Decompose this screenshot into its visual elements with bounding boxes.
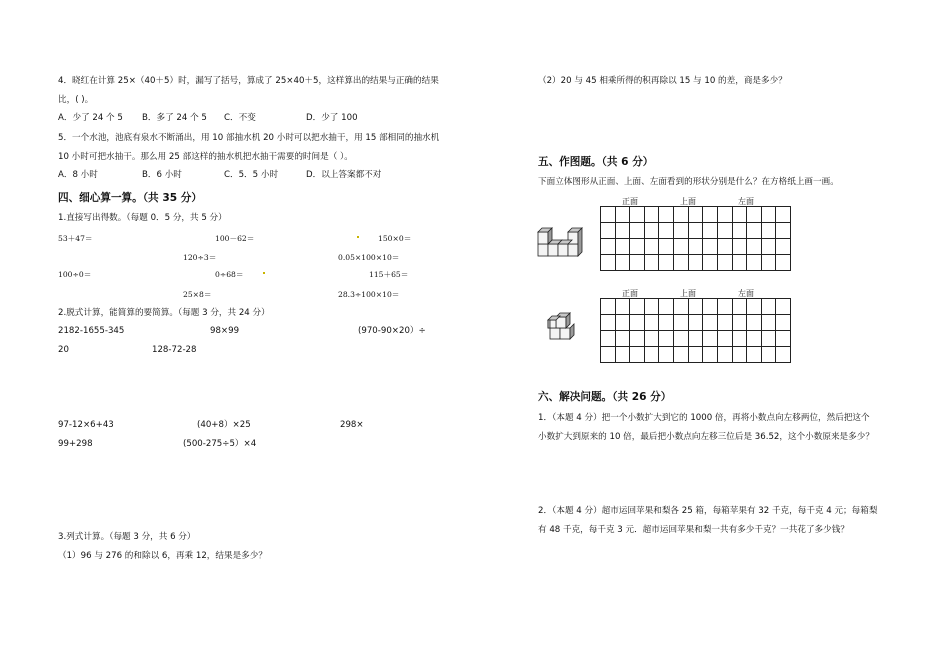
grid-cell[interactable] — [659, 239, 674, 255]
grid-cell[interactable] — [733, 223, 748, 239]
calc-title: 2.脱式计算，能简算的要简算。（每题 3 分，共 24 分） — [58, 308, 270, 318]
calc-item: 97-12×6+43 — [58, 420, 114, 430]
grid-cell[interactable] — [645, 315, 660, 331]
label-left-view: 左面 — [738, 289, 754, 298]
grid-cell[interactable] — [762, 299, 777, 315]
word-calc-q1: （1）96 与 276 的和除以 6，再乘 12，结果是多少？ — [58, 551, 267, 561]
problem2-line2: 有 48 千克，每千克 3 元．超市运回苹果和梨一共有多少千克？一共花了多少钱？ — [538, 525, 849, 535]
grid-cell[interactable] — [601, 331, 616, 347]
q4-option-c: C．不变 — [224, 113, 256, 123]
grid-cell[interactable] — [645, 331, 660, 347]
grid-cell[interactable] — [659, 207, 674, 223]
grid-cell[interactable] — [630, 223, 645, 239]
grid-cell[interactable] — [659, 223, 674, 239]
grid-cell[interactable] — [674, 207, 689, 223]
grid-cell[interactable] — [630, 347, 645, 363]
mental-item: 25×8＝ — [183, 290, 212, 299]
grid-cell[interactable] — [762, 331, 777, 347]
grid-cell[interactable] — [733, 207, 748, 223]
grid-cell[interactable] — [630, 239, 645, 255]
mental-item: 100－62＝ — [215, 234, 255, 243]
grid-cell[interactable] — [718, 239, 733, 255]
section4-title: 四、细心算一算。（共 35 分） — [58, 192, 202, 204]
grid-cell[interactable] — [674, 223, 689, 239]
grid-cell[interactable] — [762, 255, 777, 271]
grid-cell[interactable] — [733, 239, 748, 255]
grid-cell[interactable] — [776, 255, 791, 271]
grid-cell[interactable] — [762, 207, 777, 223]
grid-cell[interactable] — [703, 331, 718, 347]
grid-cell[interactable] — [747, 315, 762, 331]
grid-cell[interactable] — [703, 223, 718, 239]
grid-cell[interactable] — [689, 255, 704, 271]
calc-item: 298× — [340, 420, 364, 430]
q5-option-d: D．以上答案都不对 — [306, 170, 382, 180]
grid-cell[interactable] — [703, 347, 718, 363]
calc-item: 2182-1655-345 — [58, 326, 125, 336]
calc-item: 99+298 — [58, 439, 93, 449]
decorative-dot — [263, 272, 265, 274]
grid-cell[interactable] — [762, 315, 777, 331]
grid-cell[interactable] — [747, 239, 762, 255]
grid-cell[interactable] — [747, 255, 762, 271]
grid-cell[interactable] — [733, 331, 748, 347]
grid-cell[interactable] — [630, 255, 645, 271]
grid-cell[interactable] — [601, 207, 616, 223]
grid-cell[interactable] — [659, 255, 674, 271]
grid-cell[interactable] — [747, 299, 762, 315]
grid-cell[interactable] — [776, 315, 791, 331]
grid-cell[interactable] — [601, 347, 616, 363]
grid-cell[interactable] — [747, 207, 762, 223]
grid-cell[interactable] — [689, 315, 704, 331]
q4-option-d: D．少了 100 — [306, 113, 358, 123]
solid-figure-1 — [532, 224, 596, 264]
problem1-line1: 1．（本题 4 分）把一个小数扩大到它的 1000 倍，再将小数点向左移两位，然后把这个 — [538, 413, 870, 423]
grid-cell[interactable] — [718, 207, 733, 223]
calc-item: 20 — [58, 345, 69, 355]
mental-item: 100÷0＝ — [58, 270, 92, 279]
grid-cell[interactable] — [659, 299, 674, 315]
grid-cell[interactable] — [659, 315, 674, 331]
mental-item: 0÷68＝ — [215, 270, 244, 279]
grid-cell[interactable] — [689, 239, 704, 255]
grid-cell[interactable] — [762, 239, 777, 255]
grid-cell[interactable] — [645, 223, 660, 239]
q5-line1: 5．一个水池，池底有泉水不断涌出，用 10 部抽水机 20 小时可以把水抽干，用 15 部相同的抽水机 — [58, 133, 440, 143]
grid-cell[interactable] — [718, 347, 733, 363]
grid-cell[interactable] — [601, 315, 616, 331]
mental-item: 115＋65＝ — [369, 270, 409, 279]
grid-cell[interactable] — [718, 331, 733, 347]
q4-line2: 比，( )。 — [58, 95, 94, 105]
label-front-view: 正面 — [622, 289, 638, 298]
grid-cell[interactable] — [659, 331, 674, 347]
grid-cell[interactable] — [689, 347, 704, 363]
calc-item: (500-275÷5）×4 — [183, 439, 257, 449]
grid-cell[interactable] — [703, 239, 718, 255]
grid-cell[interactable] — [703, 299, 718, 315]
word-calc-q2: （2）20 与 45 相乘所得的积再除以 15 与 10 的差，商是多少？ — [538, 76, 787, 86]
grid-cell[interactable] — [616, 223, 631, 239]
section6-title: 六、解决问题。（共 26 分） — [538, 391, 672, 403]
grid-cell[interactable] — [747, 331, 762, 347]
grid-cell[interactable] — [776, 223, 791, 239]
q4-option-a: A．少了 24 个 5 — [58, 113, 123, 123]
mental-item: 120÷3＝ — [183, 253, 217, 262]
grid-cell[interactable] — [674, 315, 689, 331]
label-top-view: 上面 — [680, 197, 696, 206]
q5-option-c: C．5．5 小时 — [224, 170, 279, 180]
grid-cell[interactable] — [601, 223, 616, 239]
label-front-view: 正面 — [622, 197, 638, 206]
grid-cell[interactable] — [616, 255, 631, 271]
calc-item: 98×99 — [210, 326, 240, 336]
grid-cell[interactable] — [776, 299, 791, 315]
drawing-grid-2[interactable] — [600, 298, 791, 363]
grid-cell[interactable] — [645, 255, 660, 271]
grid-cell[interactable] — [674, 299, 689, 315]
grid-cell[interactable] — [630, 299, 645, 315]
grid-cell[interactable] — [747, 347, 762, 363]
grid-cell[interactable] — [616, 331, 631, 347]
grid-cell[interactable] — [718, 223, 733, 239]
grid-cell[interactable] — [630, 207, 645, 223]
grid-cell[interactable] — [733, 299, 748, 315]
grid-cell[interactable] — [733, 255, 748, 271]
grid-cell[interactable] — [703, 315, 718, 331]
grid-cell[interactable] — [776, 347, 791, 363]
grid-cell[interactable] — [718, 255, 733, 271]
drawing-grid-1[interactable] — [600, 206, 791, 271]
mental-item: 28.3÷100×10＝ — [338, 290, 400, 299]
section5-title: 五、作图题。（共 6 分） — [538, 156, 654, 168]
grid-cell[interactable] — [616, 315, 631, 331]
section5-description: 下面立体图形从正面、上面、左面看到的形状分别是什么？在方格纸上画一画。 — [538, 177, 839, 187]
grid-cell[interactable] — [747, 223, 762, 239]
grid-cell[interactable] — [733, 315, 748, 331]
calc-item: 128-72-28 — [152, 345, 197, 355]
grid-cell[interactable] — [645, 207, 660, 223]
mental-item: 150×0＝ — [378, 234, 412, 243]
q5-option-b: B．6 小时 — [142, 170, 182, 180]
grid-cell[interactable] — [601, 239, 616, 255]
grid-cell[interactable] — [674, 255, 689, 271]
label-top-view: 上面 — [680, 289, 696, 298]
q5-line2: 10 小时可把水抽干。那么用 25 部这样的抽水机把水抽干需要的时间是（ ）。 — [58, 152, 353, 162]
decorative-dot — [357, 236, 359, 238]
grid-cell[interactable] — [630, 315, 645, 331]
grid-cell[interactable] — [776, 239, 791, 255]
mental-math-title: 1.直接写出得数。（每题 0．5 分，共 5 分） — [58, 213, 227, 223]
grid-cell[interactable] — [674, 331, 689, 347]
problem2-line1: 2．（本题 4 分）超市运回苹果和梨各 25 箱，每箱苹果有 32 千克，每千克 4 元；每箱梨 — [538, 506, 878, 516]
q5-option-a: A．8 小时 — [58, 170, 98, 180]
grid-cell[interactable] — [733, 347, 748, 363]
grid-cell[interactable] — [762, 223, 777, 239]
problem1-line2: 小数扩大到原来的 10 倍，最后把小数点向左移三位后是 36.52，这个小数原来是多少？ — [538, 432, 874, 442]
word-calc-title: 3.列式计算。（每题 3 分，共 6 分） — [58, 532, 196, 542]
grid-cell[interactable] — [776, 331, 791, 347]
grid-cell[interactable] — [659, 347, 674, 363]
grid-cell[interactable] — [630, 331, 645, 347]
calc-item: (970-90×20）÷ — [358, 326, 426, 336]
label-left-view: 左面 — [738, 197, 754, 206]
grid-cell[interactable] — [776, 207, 791, 223]
grid-cell[interactable] — [703, 207, 718, 223]
mental-item: 0.05×100×10＝ — [338, 253, 400, 262]
mental-item: 53＋47＝ — [58, 234, 93, 243]
grid-cell[interactable] — [645, 299, 660, 315]
grid-cell[interactable] — [645, 347, 660, 363]
grid-cell[interactable] — [601, 299, 616, 315]
grid-cell[interactable] — [674, 347, 689, 363]
q4-option-b: B．多了 24 个 5 — [142, 113, 207, 123]
grid-cell[interactable] — [689, 223, 704, 239]
grid-cell[interactable] — [689, 331, 704, 347]
grid-cell[interactable] — [616, 239, 631, 255]
grid-cell[interactable] — [703, 255, 718, 271]
grid-cell[interactable] — [762, 347, 777, 363]
q4-line1: 4．晓红在计算 25×（40＋5）时，漏写了括号，算成了 25×40＋5，这样算出的结果与正确的结果 — [58, 76, 439, 86]
calc-item: (40+8）×25 — [197, 420, 251, 430]
grid-cell[interactable] — [616, 347, 631, 363]
grid-cell[interactable] — [689, 299, 704, 315]
grid-cell[interactable] — [718, 299, 733, 315]
grid-cell[interactable] — [674, 239, 689, 255]
grid-cell[interactable] — [616, 299, 631, 315]
grid-cell[interactable] — [601, 255, 616, 271]
grid-cell[interactable] — [718, 315, 733, 331]
grid-cell[interactable] — [645, 239, 660, 255]
grid-cell[interactable] — [689, 207, 704, 223]
grid-cell[interactable] — [616, 207, 631, 223]
solid-figure-2 — [544, 306, 584, 346]
